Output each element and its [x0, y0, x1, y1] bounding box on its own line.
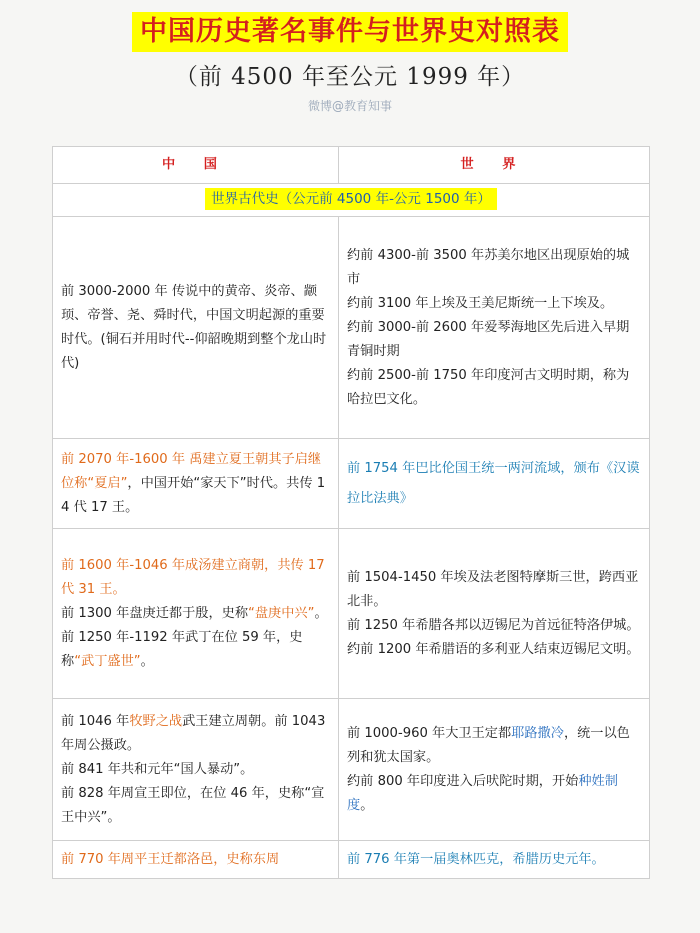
column-header-china: 中 国	[53, 147, 339, 184]
world-text: 约前 800 年印度进入后吠陀时期，开始	[347, 773, 579, 789]
table-header-row	[53, 147, 650, 184]
world-entry	[347, 770, 641, 818]
world-entry: 前 776 年第一届奥林匹克，希腊历史元年。	[347, 851, 605, 867]
world-text: 前 1000-960 年大卫王定都	[347, 725, 512, 741]
world-text: ，统一以色列和犹太国家。	[347, 725, 630, 765]
world-entry: 前 1504-1450 年埃及法老图特摩斯三世，跨西亚北非。	[347, 569, 639, 609]
world-cell	[339, 529, 650, 699]
china-text: 前 1300 年盘庚迁都于殷，史称	[61, 605, 249, 621]
china-highlight: 牧野之战	[129, 713, 183, 729]
china-text: 武王建立周朝。前 1043 年周公摄政。	[61, 713, 326, 753]
era-row	[53, 184, 650, 217]
china-entry: 前 3000-2000 年 传说中的黄帝、炎帝、颛顼、帝誉、尧、舜时代，中国文明起源的重要时代。(铜石并用时代--仰韶晚期到整个龙山时代)	[61, 283, 327, 371]
china-entry: 前 828 年周宣王即位，在位 46 年，史称“宣王中兴”。	[61, 785, 325, 825]
china-entry	[61, 602, 330, 626]
china-entry	[61, 626, 330, 674]
world-cell	[339, 217, 650, 439]
world-cell	[339, 439, 650, 529]
table-row	[53, 529, 650, 699]
world-entry: 约前 1200 年希腊语的多利亚人结束迈锡尼文明。	[347, 641, 640, 657]
era-label: 世界古代史（公元前 4500 年-公元 1500 年）	[205, 188, 497, 210]
world-text: 。	[360, 797, 374, 813]
column-header-world: 世 界	[339, 147, 650, 184]
china-entry	[61, 448, 330, 520]
table-row	[53, 217, 650, 439]
china-entry: 前 770 年周平王迁都洛邑，史称东周	[61, 851, 280, 867]
china-cell	[53, 439, 339, 529]
world-entry: 约前 3100 年上埃及王美尼斯统一上下埃及。	[347, 295, 614, 311]
watermark: 微博@教育知事	[307, 99, 392, 113]
china-cell	[53, 841, 339, 879]
world-entry	[347, 722, 641, 770]
world-cell	[339, 699, 650, 841]
china-cell	[53, 529, 339, 699]
table-row	[53, 841, 650, 879]
world-cell	[339, 841, 650, 879]
china-text: ，中国开始“家天下”时代。共传 14 代 17 王。	[61, 475, 326, 515]
china-text: 。	[314, 605, 328, 621]
china-cell	[53, 217, 339, 439]
world-entry: 前 1250 年希腊各邦以迈锡尼为首远征特洛伊城。	[347, 617, 640, 633]
china-entry: 前 841 年共和元年“国人暴动”。	[61, 761, 254, 777]
table-row	[53, 439, 650, 529]
china-highlight: 前 2070 年-1600 年 禹建立夏王朝其子启继位称“夏启”	[61, 451, 322, 491]
china-highlight: “武丁盛世”	[74, 653, 141, 669]
history-table	[52, 146, 650, 879]
china-entry: 前 1600 年-1046 年成汤建立商朝，共传 17 代 31 王。	[61, 557, 325, 597]
china-highlight: “盘庚中兴”	[248, 605, 315, 621]
china-text: 前 1250 年-1192 年武丁在位 59 年，史称	[61, 629, 303, 669]
world-highlight: 耶路撒冷	[511, 725, 564, 741]
china-entry	[61, 710, 330, 758]
table-row	[53, 699, 650, 841]
page-title: 中国历史著名事件与世界史对照表	[132, 12, 568, 52]
world-entry: 约前 4300-前 3500 年苏美尔地区出现原始的城市	[347, 247, 630, 287]
title-wrap	[0, 12, 700, 52]
era-cell	[53, 184, 650, 217]
page-subtitle: （前 4500 年至公元 1999 年）	[174, 64, 526, 90]
world-entry: 约前 2500-前 1750 年印度河古文明时期，称为哈拉巴文化。	[347, 367, 630, 407]
china-text: 前 1046 年	[61, 713, 130, 729]
world-highlight: 种姓制度	[347, 773, 618, 813]
china-cell	[53, 699, 339, 841]
china-text: 。	[140, 653, 154, 669]
world-entry: 前 1754 年巴比伦国王统一两河流域，颁布《汉谟拉比法典》	[347, 460, 640, 506]
world-entry: 约前 3000-前 2600 年爱琴海地区先后进入早期青铜时期	[347, 319, 630, 359]
